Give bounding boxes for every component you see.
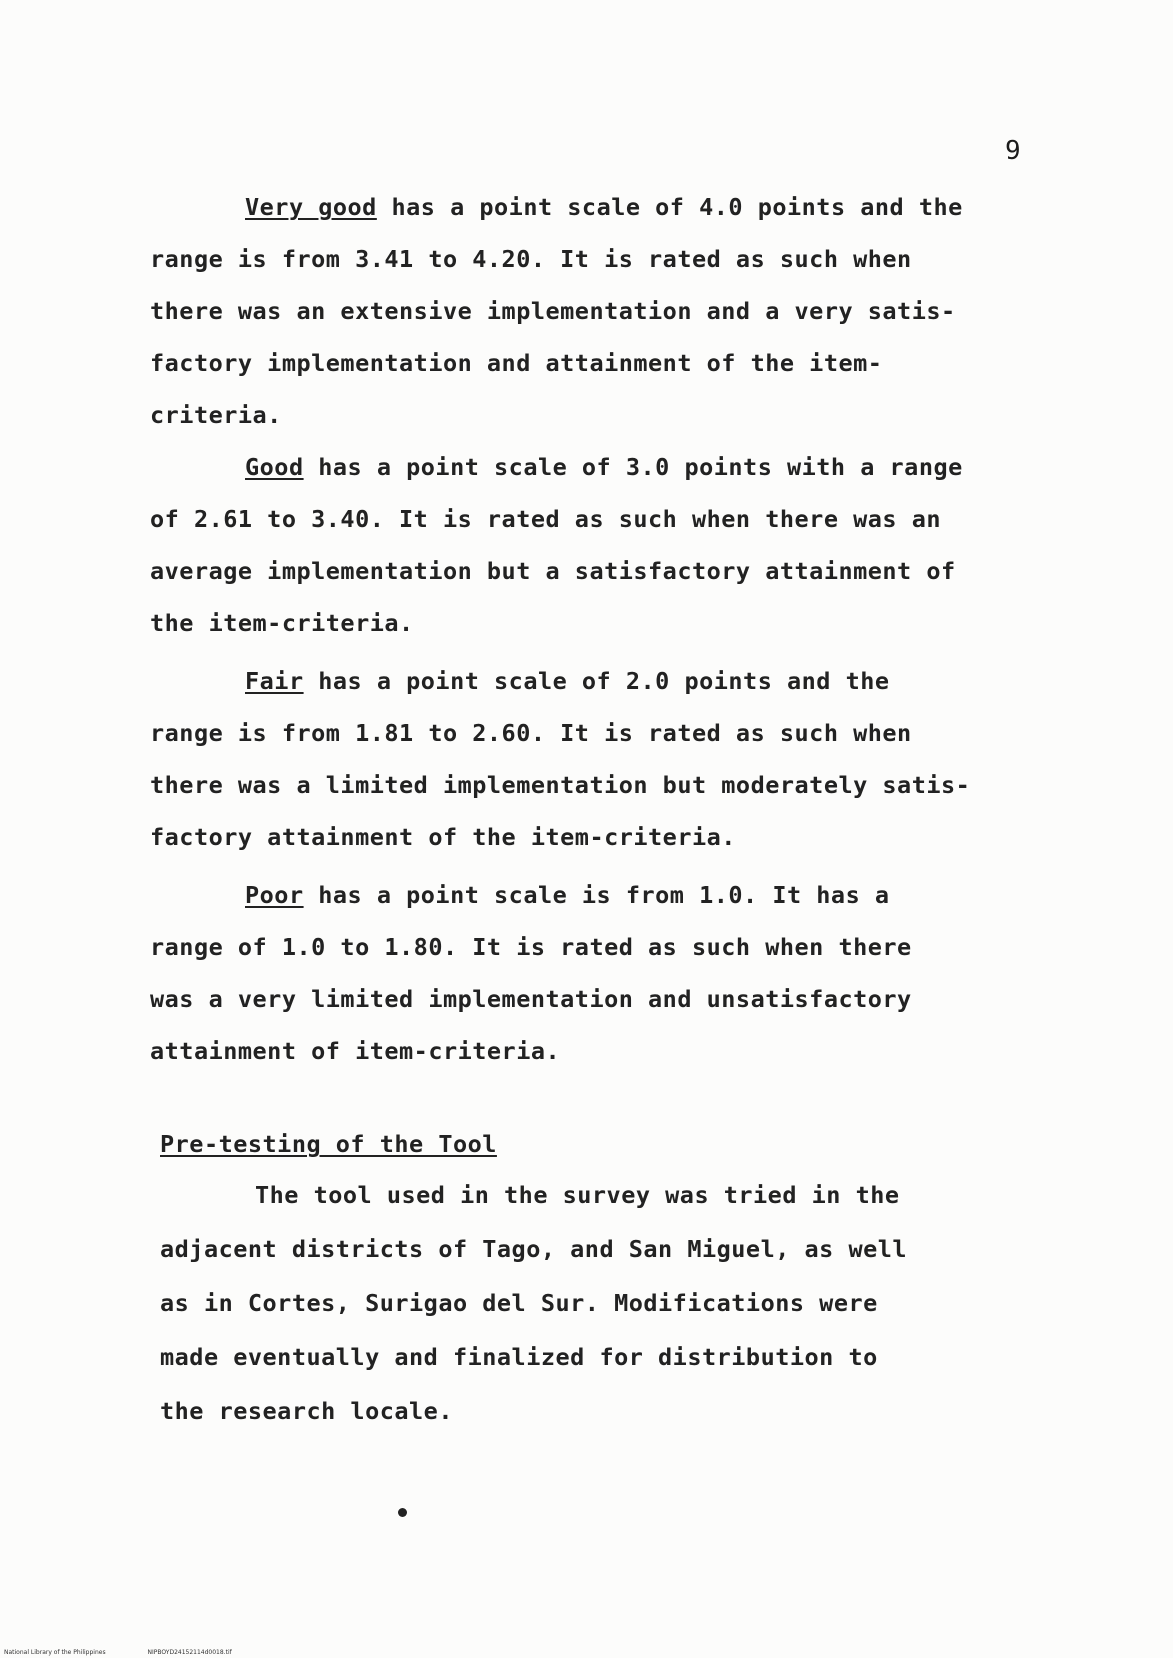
paragraph-line: range of 1.0 to 1.80. It is rated as such when there: [150, 933, 912, 961]
paragraph-line: average implementation but a satisfactory attainment of: [150, 557, 956, 585]
paragraph-line: of 2.61 to 3.40. It is rated as such when there was an: [150, 505, 942, 533]
paragraph-line: was a very limited implementation and unsatisfactory: [150, 985, 912, 1013]
paragraph-line: adjacent districts of Tago, and San Miguel, as well: [160, 1235, 908, 1263]
paragraph-line: the research locale.: [160, 1397, 453, 1425]
paragraph-line: criteria.: [150, 401, 282, 429]
section-heading: Pre-testing of the Tool: [160, 1130, 497, 1158]
paragraph-line: range is from 1.81 to 2.60. It is rated as such when: [150, 719, 912, 747]
line-text: has a point scale is from 1.0. It has a: [303, 881, 890, 909]
paragraph-line: [245, 666, 890, 696]
term-good: Good: [245, 453, 304, 481]
term-fair: Fair: [245, 667, 304, 695]
line-text: has a point scale of 4.0 points and the: [376, 193, 963, 221]
paragraph-line: there was a limited implementation but moderately satis-: [150, 771, 971, 799]
paragraph-line: [245, 452, 963, 482]
line-text: has a point scale of 2.0 points and the: [303, 667, 890, 695]
term-very-good: Very good: [245, 193, 377, 221]
paragraph-line: factory implementation and attainment of the item-: [150, 349, 883, 377]
term-poor: Poor: [245, 881, 304, 909]
page-number: 9: [1005, 136, 1021, 166]
footer-filename: NIPBOYD24152114d0018.tif: [147, 1649, 232, 1656]
paragraph-line: The tool used in the survey was tried in the: [255, 1181, 900, 1209]
footer-library: National Library of the Philippines: [4, 1649, 106, 1656]
paragraph-line: [245, 880, 890, 910]
paragraph-line: attainment of item-criteria.: [150, 1037, 561, 1065]
paragraph-line: made eventually and finalized for distribution to: [160, 1343, 878, 1371]
ink-speck: [398, 1508, 407, 1517]
scan-footer: [4, 1649, 272, 1656]
paragraph-line: there was an extensive implementation and a very satis-: [150, 297, 956, 325]
paragraph-line: as in Cortes, Surigao del Sur. Modifications were: [160, 1289, 878, 1317]
line-text: has a point scale of 3.0 points with a range: [303, 453, 963, 481]
paragraph-line: the item-criteria.: [150, 609, 414, 637]
paragraph-line: [245, 192, 963, 222]
paragraph-line: range is from 3.41 to 4.20. It is rated as such when: [150, 245, 912, 273]
paragraph-line: factory attainment of the item-criteria.: [150, 823, 736, 851]
